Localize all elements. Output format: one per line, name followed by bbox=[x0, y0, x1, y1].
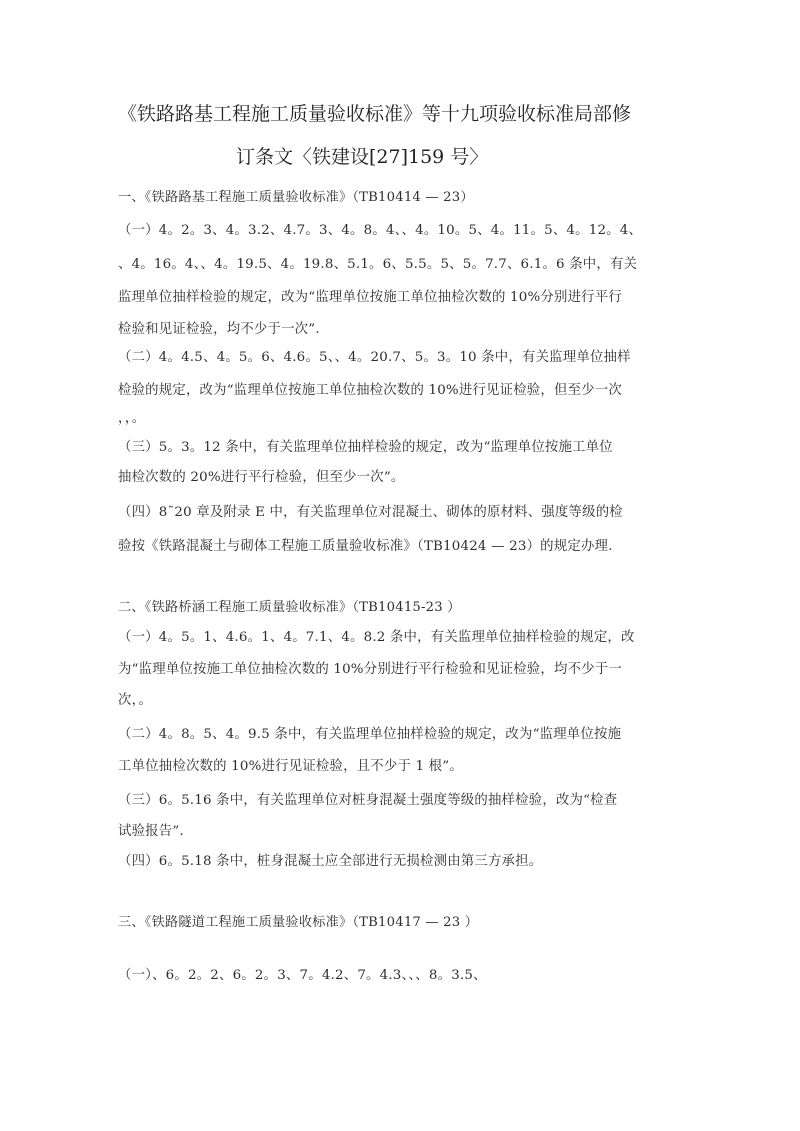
text-line: 工单位抽检次数的 10%进行见证检验，且不少于 1 根”。 bbox=[118, 759, 463, 774]
text-line: 、4。16。4、、4。19.5、4。19.8、5.1。6、5.5。5、5。7.7、6.1。6 条中，有关 bbox=[118, 257, 638, 272]
section-heading-2: 二、《铁路桥涵工程施工质量验收标准》（TB10415-23 ） bbox=[118, 600, 461, 615]
text-line: （二）4。8。5、4。9.5 条中，有关监理单位抽样检验的规定，改为“监理单位按施 bbox=[118, 727, 622, 742]
document-title-line-1: 《铁路路基工程施工质量验收标准》等十九项验收标准局部修 bbox=[118, 103, 632, 125]
text-line: ，，。 bbox=[118, 411, 146, 426]
text-line: 试验报告”. bbox=[118, 824, 184, 839]
document-title-line-2: 订条文〈铁建设[27]159 号〉 bbox=[236, 146, 489, 168]
text-line: 监理单位抽样检验的规定，改为“监理单位按施工单位抽检次数的 10%分别进行平行 bbox=[118, 290, 622, 305]
text-line: （一）4。2。3、4。3.2、4.7。3、4。8。4、、4。10。5、4。11。5、4。12。4、 bbox=[118, 223, 643, 238]
text-line: 抽检次数的 20%进行平行检验，但至少一次”。 bbox=[118, 470, 405, 485]
text-line: （二）4。4.5、4。5。6、4.6。5、、4。20.7、5。3。10 条中，有关监理单位抽样 bbox=[118, 350, 631, 365]
text-line: （一）4。5。1、4.6。1、4。7.1、4。8.2 条中，有关监理单位抽样检验的规定，改 bbox=[118, 630, 635, 645]
text-line: 次，。 bbox=[118, 693, 153, 708]
text-line: 为“监理单位按施工单位抽检次数的 10%分别进行平行检验和见证检验，均不少于一 bbox=[118, 662, 622, 677]
section-heading-1: 一、《铁路路基工程施工质量验收标准》（TB10414 — 23） bbox=[118, 190, 474, 205]
text-line: 验按《铁路混凝土与砌体工程施工质量验收标准》（TB10424 — 23）的规定办理. bbox=[118, 539, 613, 554]
section-heading-3: 三、《铁路隧道工程施工质量验收标准》（TB10417 — 23 ） bbox=[118, 915, 479, 930]
text-line: 检验的规定，改为“监理单位按施工单位抽检次数的 10%进行见证检验，但至少一次 bbox=[118, 383, 622, 398]
text-line: 检验和见证检验，均不少于一次”. bbox=[118, 322, 320, 337]
text-line: （四）8˜20 章及附录 E 中，有关监理单位对混凝土、砌体的原材料、强度等级的检 bbox=[118, 505, 623, 520]
text-line: （三）6。5.16 条中，有关监理单位对桩身混凝土强度等级的抽样检验，改为“检查 bbox=[118, 793, 618, 808]
text-line: （一）、6。2。2、6。2。3、7。4.2、7。4.3、、、8。3.5、 bbox=[118, 968, 487, 983]
text-line: （三）5。3。12 条中，有关监理单位抽样检验的规定，改为“监理单位按施工单位 bbox=[118, 440, 613, 455]
text-line: （四）6。5.18 条中，桩身混凝土应全部进行无损检测由第三方承担。 bbox=[118, 854, 543, 869]
